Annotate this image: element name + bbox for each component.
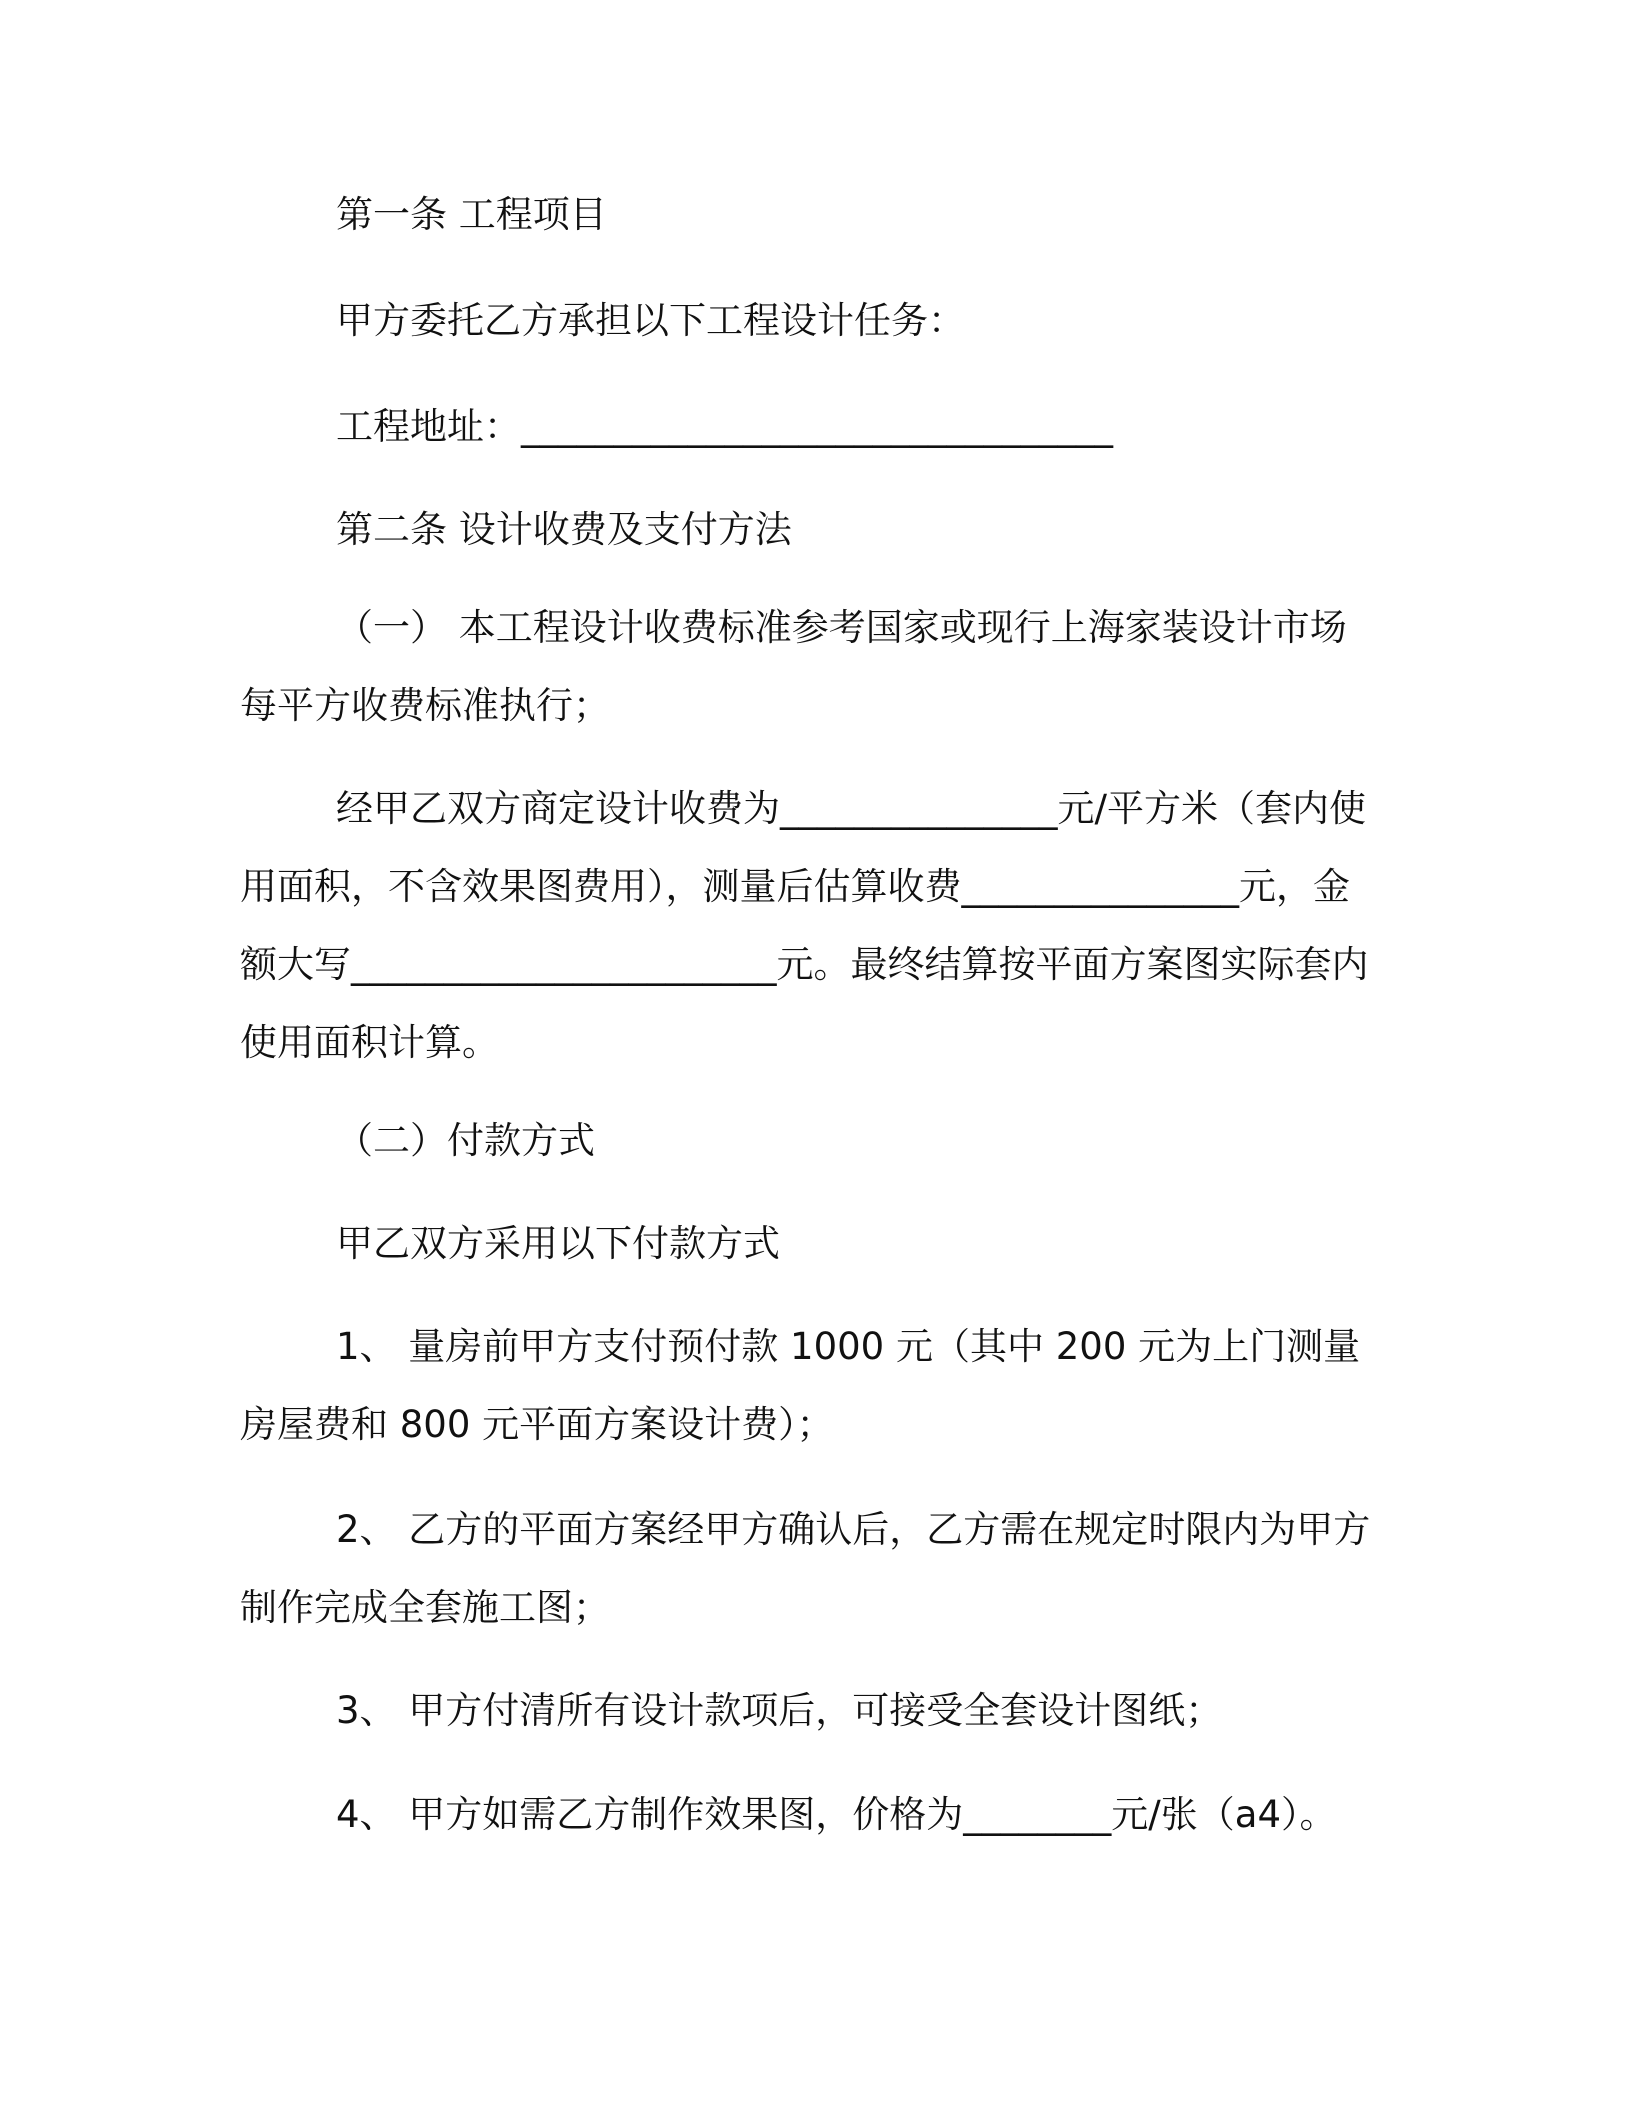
payment-item-2: 2、 乙方的平面方案经甲方确认后，乙方需在规定时限内为甲方制作完成全套施工图； <box>240 1508 1371 1629</box>
payment-item-3: 3、 甲方付清所有设计款项后，可接受全套设计图纸； <box>336 1689 1223 1732</box>
project-address-line: 工程地址：________________________________ <box>336 405 1113 448</box>
payment-method-intro: 甲乙双方采用以下付款方式 <box>336 1222 780 1265</box>
article-1-heading: 第一条 工程项目 <box>336 193 607 236</box>
payment-item-1: 1、 量房前甲方支付预付款 1000 元（其中 200 元为上门测量房屋费和 800 元平面方案设计费）； <box>240 1325 1361 1446</box>
fee-standard-paragraph: （一） 本工程设计收费标准参考国家或现行上海家装设计市场每平方收费标准执行； <box>240 606 1347 727</box>
payment-method-heading: （二）付款方式 <box>336 1119 595 1162</box>
payment-item-4: 4、 甲方如需乙方制作效果图，价格为________元/张（a4）。 <box>336 1793 1337 1836</box>
commission-statement: 甲方委托乙方承担以下工程设计任务： <box>336 299 965 342</box>
fee-agreement-paragraph: 经甲乙双方商定设计收费为_______________元/平方米（套内使用面积，不含效果图费用），测量后估算收费_______________元，金额大写_______________________元。最终结算按平面方案图实际套内使用面积计算。 <box>240 787 1369 1064</box>
article-2-heading: 第二条 设计收费及支付方法 <box>336 508 792 551</box>
